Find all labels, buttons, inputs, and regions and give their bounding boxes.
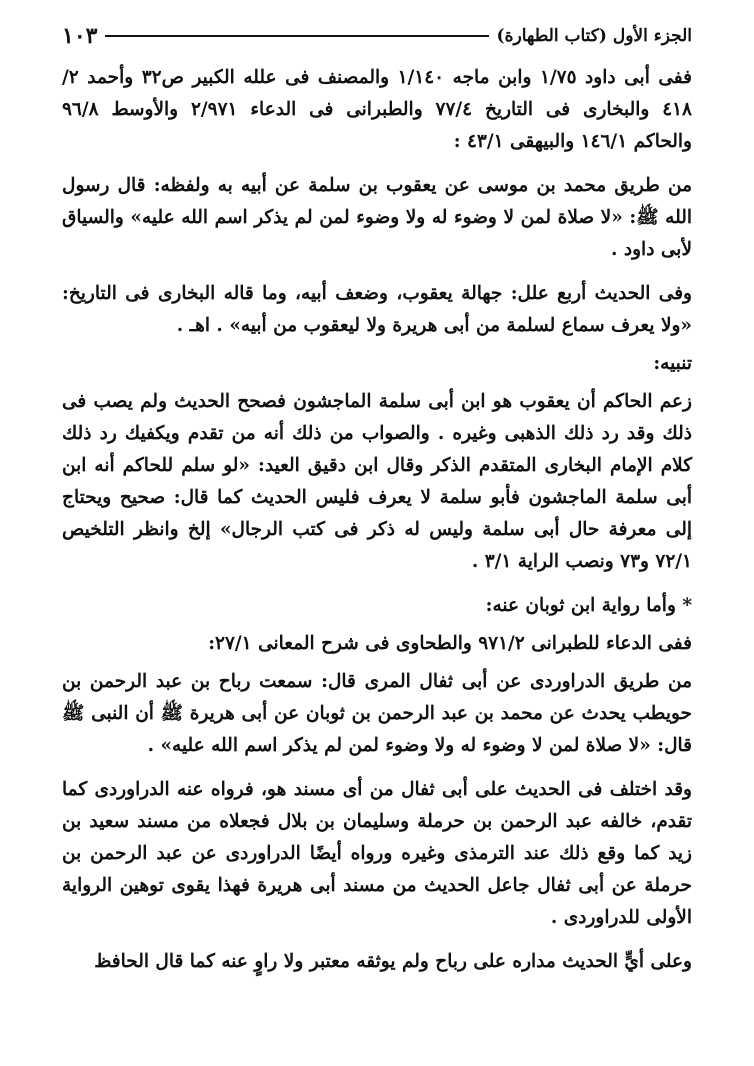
- page-number: ١٠٣: [62, 23, 98, 49]
- page-header: [62, 18, 692, 54]
- paragraph-isnad-1: من طريق محمد بن موسى عن يعقوب بن سلمة عن أبيه به ولفظه: قال رسول الله ﷺ: «لا صلاة لمن لا وضوء له ولا وضوء لمن لم يذكر اسم الله عليه» والسياق لأبى داود .: [62, 175, 692, 260]
- header-rule: [105, 35, 488, 37]
- note-heading: تنبيه:: [653, 353, 692, 374]
- section-heading: * وأما رواية ابن ثوبان عنه:: [485, 595, 692, 616]
- paragraph-isnad-2: من طريق الدراوردى عن أبى ثفال المرى قال: سمعت رباح بن عبد الرحمن بن حويطب يحدث عن محمد بن عبد الرحمن بن ثوبان عن أبى هريرة ﷺ أن النبى ﷺ قال: «لا صلاة لمن لا وضوء له ولا وضوء لمن لم يذكر اسم الله عليه» .: [62, 671, 692, 756]
- paragraph-illal: وفى الحديث أربع علل: جهالة يعقوب، وضعف أبيه، وما قاله البخارى فى التاريخ: «ولا يعرف سماع لسلمة من أبى هريرة ولا ليعقوب من أبيه» . اهـ .: [62, 283, 692, 336]
- paragraph-note: زعم الحاكم أن يعقوب هو ابن أبى سلمة الماجشون فصحح الحديث ولم يصب فى ذلك وقد رد ذلك الذهبى وغيره . والصواب من ذلك أنه من تقدم ويكفيك رد ذلك كلام الإمام البخارى المتقدم الذكر وقال ابن دقيق العيد: «لو سلم للحاكم أنه ابن أبى سلمة الماجشون فأبو سلمة لا يعرف فليس الحديث كما قال: صحيح ويحتاج إلى معرفة حال أبى سلمة وليس له ذكر فى كتب الرجال» إلخ وانظر التلخيص ٧٢/١ و٧٣ ونصب الراية ٣/١ .: [62, 391, 692, 572]
- document-page: [62, 18, 692, 1048]
- paragraph-final: وعلى أيٍّ الحديث مداره على رباح ولم يوثقه معتبر ولا راوٍ عنه كما قال الحافظ: [94, 951, 692, 972]
- running-title: الجزء الأول (كتاب الطهارة): [496, 26, 692, 46]
- paragraph-ikhtilaf: وقد اختلف فى الحديث على أبى ثفال من أى مسند هو، فرواه عنه الدراوردى كما تقدم، خالفه عبد الرحمن بن حرملة وسليمان بن بلال فجعلاه من مسند سعيد بن زيد كما وقع ذلك عند الترمذى وغيره ورواه أيضًا الدراوردى عن عبد الرحمن بن حرملة عن أبى ثفال جاعل الحديث من مسند أبى هريرة فهذا يقوى توهين الرواية الأولى للدراوردى .: [62, 779, 692, 928]
- paragraph-sources-2: ففى الدعاء للطبرانى ٩٧١/٢ والطحاوى فى شرح المعانى ٢٧/١:: [208, 633, 692, 654]
- paragraph-sources: ففى أبى داود ١/٧٥ وابن ماجه ١/١٤٠ والمصنف فى علله الكبير ص٣٢ وأحمد ٢/ ٤١٨ والبخارى فى التاريخ ٧٧/٤ والطبرانى فى الدعاء ٢/٩٧١ والأوسط ٩٦/٨ والحاكم ١٤٦/١ والبيهقى ٤٣/١ :: [62, 67, 692, 152]
- body-text: [62, 62, 692, 978]
